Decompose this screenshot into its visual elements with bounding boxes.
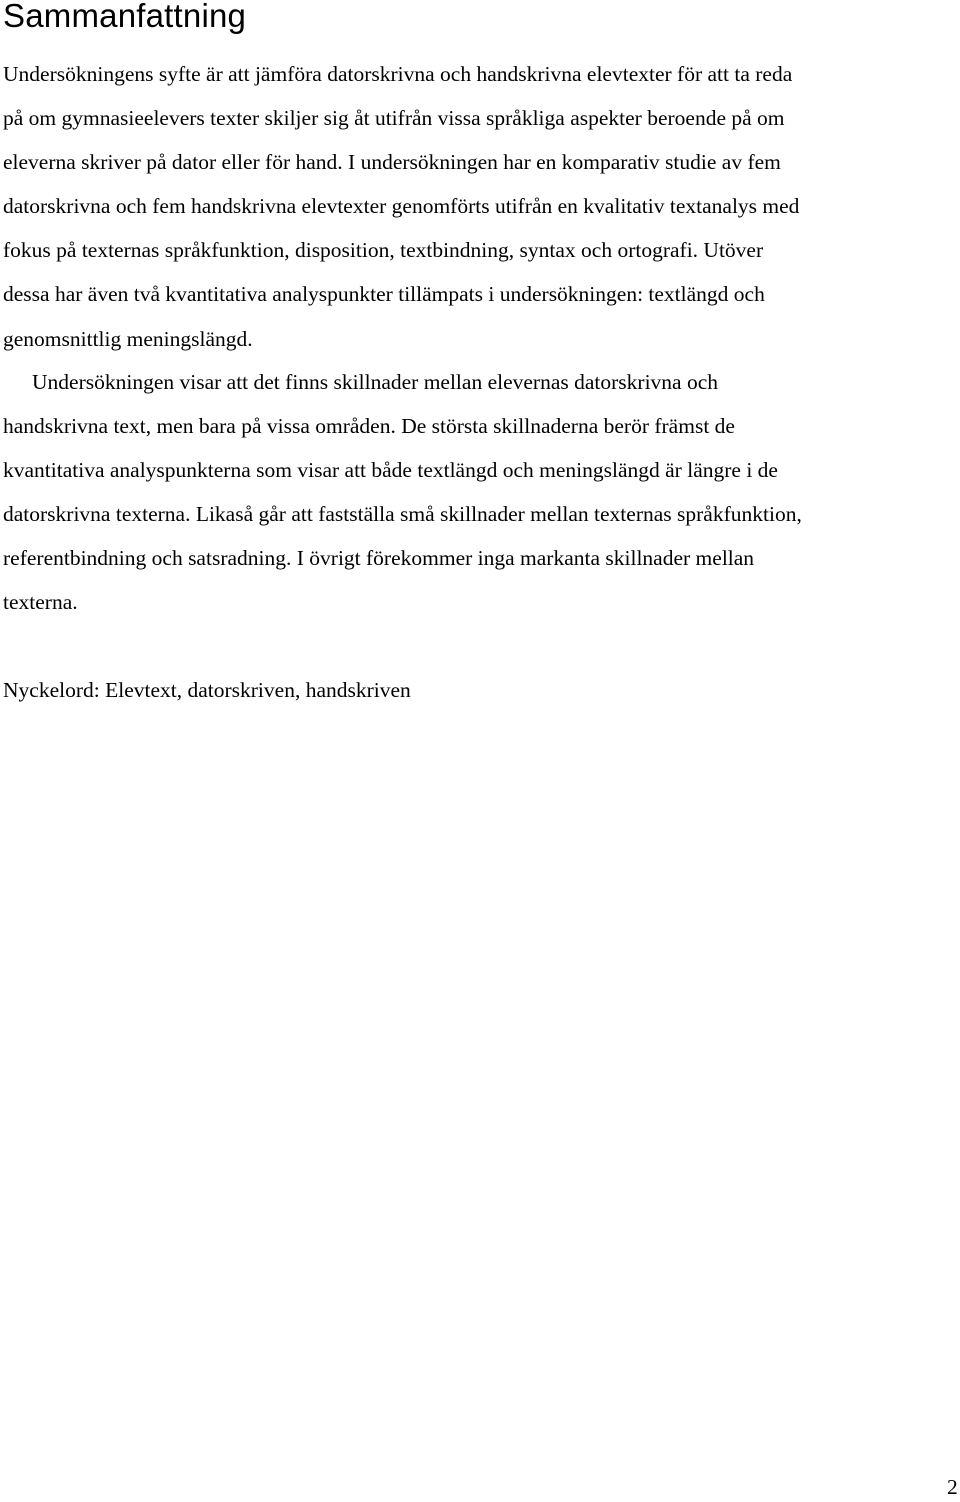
text-line: datorskrivna texterna. Likaså går att fastställa små skillnader mellan texternas språkfunktion,: [3, 502, 802, 527]
page-title: Sammanfattning: [3, 0, 247, 34]
text-line: dessa har även två kvantitativa analyspunkter tillämpats i undersökningen: textlängd och: [3, 282, 765, 307]
text-line: genomsnittlig meningslängd.: [3, 326, 253, 351]
abstract-paragraph-1: [3, 52, 799, 361]
text-line: handskrivna text, men bara på vissa områden. De största skillnaderna berör främst de: [3, 414, 735, 439]
page-number: 2: [947, 1475, 958, 1499]
text-line: på om gymnasieelevers texter skiljer sig åt utifrån vissa språkliga aspekter beroende på om: [3, 106, 785, 131]
text-line: kvantitativa analyspunkterna som visar att både textlängd och meningslängd är längre i de: [3, 458, 778, 483]
text-line: fokus på texternas språkfunktion, disposition, textbindning, syntax och ortografi. Utöver: [3, 238, 764, 263]
abstract-paragraph-2: [3, 360, 802, 625]
text-line: eleverna skriver på dator eller för hand. I undersökningen har en komparativ studie av fem: [3, 150, 781, 175]
text-line: datorskrivna och fem handskrivna elevtexter genomförts utifrån en kvalitativ textanalys med: [3, 194, 800, 219]
text-line: Undersökningen visar att det finns skillnader mellan elevernas datorskrivna och: [32, 370, 719, 394]
text-line: referentbindning och satsradning. I övrigt förekommer inga markanta skillnader mellan: [3, 546, 755, 571]
text-line: Undersökningens syfte är att jämföra datorskrivna och handskrivna elevtexter för att ta reda: [3, 62, 793, 86]
keywords-text: Nyckelord: Elevtext, datorskriven, handskriven: [3, 678, 411, 702]
text-line: texterna.: [3, 590, 78, 615]
keywords-line: [3, 668, 411, 712]
